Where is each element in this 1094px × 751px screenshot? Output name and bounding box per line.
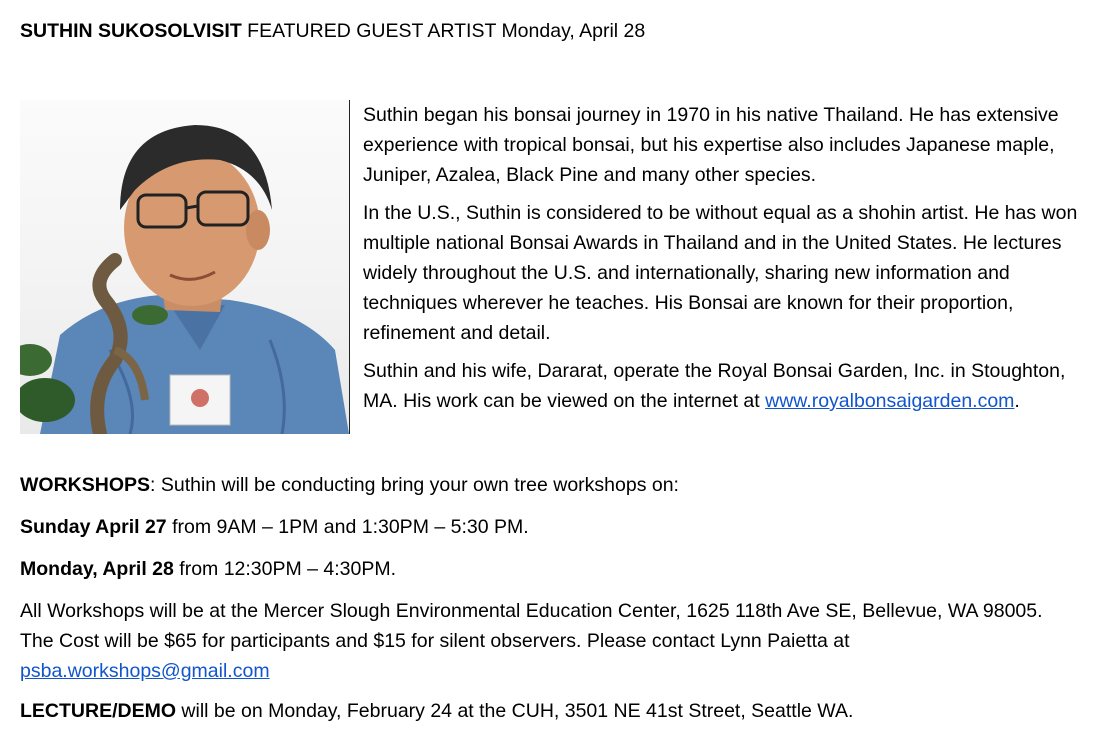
workshop-day-2-time: from 12:30PM – 4:30PM. bbox=[173, 558, 397, 580]
artist-photo-illustration bbox=[20, 100, 349, 434]
event-details bbox=[20, 470, 1080, 738]
bio-paragraph-3 bbox=[363, 356, 1078, 416]
artist-name: SUTHIN SUKOSOLVISIT bbox=[20, 20, 242, 42]
workshop-day-1-label: Sunday April 27 bbox=[20, 516, 167, 538]
lecture-text: will be on Monday, February 24 at the CUH, 3501 NE 41st Street, Seattle WA. bbox=[176, 700, 854, 722]
bio-paragraph-1: Suthin began his bonsai journey in 1970 in his native Thailand. He has extensive experience with tropical bonsai, but his expertise also includes Japanese maple, Juniper, Azalea, Black Pine and many other species. bbox=[363, 104, 1059, 186]
workshop-location bbox=[20, 596, 1080, 686]
workshop-day-2-label: Monday, April 28 bbox=[20, 558, 174, 580]
lecture-label: LECTURE/DEMO bbox=[20, 700, 176, 722]
website-link[interactable]: www.royalbonsaigarden.com bbox=[765, 390, 1015, 412]
workshop-day-1 bbox=[20, 512, 1080, 542]
email-link[interactable]: psba.workshops@gmail.com bbox=[20, 660, 270, 682]
workshops-intro bbox=[20, 470, 1080, 500]
bio-paragraph-2: In the U.S., Suthin is considered to be without equal as a shohin artist. He has won multiple national Bonsai Awards in Thailand and in the United States. He lectures widely throughout the U.S. and internationally, sharing new information and techniques wherever he teaches. His Bonsai are known for their proportion, refinement and detail. bbox=[363, 202, 1078, 344]
workshop-day-2 bbox=[20, 554, 1080, 584]
title-rest: FEATURED GUEST ARTIST Monday, April 28 bbox=[247, 20, 646, 42]
workshops-text: : Suthin will be conducting bring your own tree workshops on: bbox=[150, 474, 679, 496]
page-title bbox=[20, 16, 645, 46]
lecture-demo bbox=[20, 696, 1080, 726]
workshop-location-text: All Workshops will be at the Mercer Slough Environmental Education Center, 1625 118th Ave SE, Bellevue, WA 98005. The Cost will be $65 for participants and $15 for silent observers. Please contact Lynn Paietta at bbox=[20, 600, 1043, 652]
artist-photo bbox=[20, 100, 350, 434]
workshops-label: WORKSHOPS bbox=[20, 474, 151, 496]
workshop-day-1-time: from 9AM – 1PM and 1:30PM – 5:30 PM. bbox=[166, 516, 529, 538]
bio-paragraph-3-end: . bbox=[1014, 390, 1020, 412]
artist-bio bbox=[363, 100, 1078, 424]
bio-paragraph-3-text: Suthin and his wife, Dararat, operate the Royal Bonsai Garden, Inc. in Stoughton, MA. His work can be viewed on the internet at bbox=[363, 360, 1066, 412]
